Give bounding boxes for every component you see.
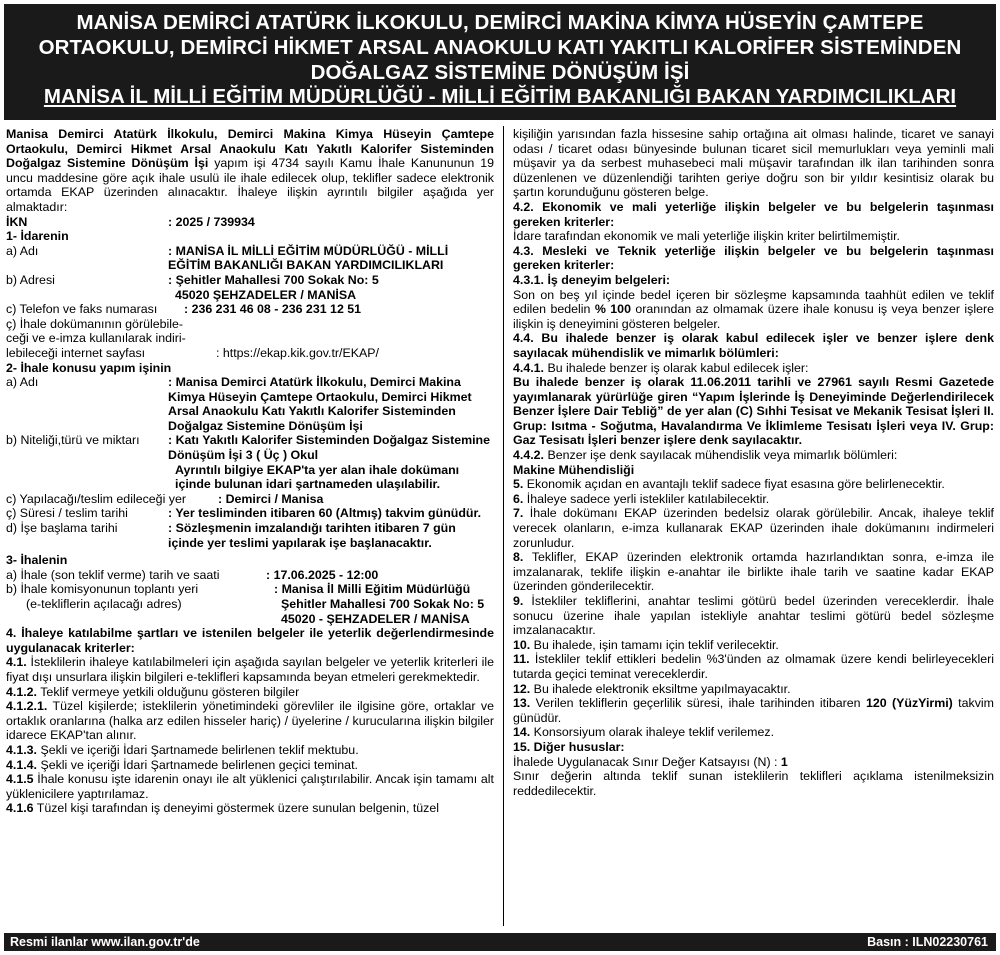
title-line-2: ORTAOKULU, DEMİRCİ HİKMET ARSAL ANAOKULU KATI YAKITLI KALORİFER SİSTEMİNDEN xyxy=(38,36,962,59)
s43-title: 4.3. Mesleki ve Teknik yeterliğe ilişkin belgeler ve bu belgelerin taşınması gereken kriterler: xyxy=(513,243,994,273)
item-5-num: 5. xyxy=(513,477,524,492)
item-10-text: Bu ihalede, işin tamamı için teklif verilecektir. xyxy=(530,637,779,652)
s4121-num: 4.1.2.1. xyxy=(6,699,48,714)
s2a-row xyxy=(6,375,494,433)
item-8-num: 8. xyxy=(513,550,524,565)
s2c-label: c) Yapılacağı/teslim edileceği yer xyxy=(6,491,186,506)
s431-percent: % 100 xyxy=(594,302,631,317)
right-column xyxy=(513,127,994,798)
s1-title: 1- İdarenin xyxy=(6,229,69,244)
s431-title: 4.3.1. İş deneyim belgeleri: xyxy=(513,272,671,287)
s2e-value: : Sözleşmenin imzalandığı tarihten itibaren 7 gün içinde yer teslimi yapılarak işe başlanacaktır. xyxy=(168,521,456,550)
s4-title: 4. İhaleye katılabilme şartları ve istenilen belgeler ile yeterlik değerlendirmesinde uygulanacak kriterler: xyxy=(6,626,494,655)
s2d-row xyxy=(6,506,494,521)
title-line-1: MANİSA DEMİRCİ ATATÜRK İLKOKULU, DEMİRCİ MAKİNA KİMYA HÜSEYİN ÇAMTEPE xyxy=(76,11,924,34)
s3b-label-2: (e-tekliflerin açılacağı adres) xyxy=(26,597,182,611)
intro-rest: yapım işi 4734 sayılı Kamu İhale Kanununun 19 uncu maddesine göre açık ihale usulü ile ihale edilecek olup, teklifler sadece elektronik ortamda EKAP üzerinden alınacaktır. İhaleye ilişkin ayrıntılı bilgiler aşağıda yer almaktadır: xyxy=(6,156,494,214)
item-12 xyxy=(513,682,994,697)
item-12-text: Bu ihalede elektronik eksiltme yapılmayacaktır. xyxy=(530,681,791,696)
s3b-value-2: Şehitler Mahallesi 700 Sokak No: 5 xyxy=(281,597,485,611)
s442-text: Benzer işe denk sayılacak mühendislik veya mimarlık bölümleri: xyxy=(544,448,898,463)
ikn-value: : 2025 / 739934 xyxy=(168,214,255,229)
s413-text: Şekli ve içeriği İdari Şartnamede belirlenen teklif mektubu. xyxy=(37,742,359,757)
item-15-coefficient: 1 xyxy=(780,754,788,769)
s3b-row xyxy=(6,582,494,626)
s441-bold: Bu ihalede benzer iş olarak 11.06.2011 tarihli ve 27961 sayılı Resmi Gazetede yayımlanarak yürürlüğe giren “Yapım İşlerinde İş Deneyiminde Değerlendirilecek Benzer İşlere Dair Tebliğ” de yer alan (C) Sıhhi Tesisat ve Mekanik Tesisat İşleri II. Grup: Isıtma - Soğutma, Havalandırma Ve İklimleme Tesisatı İşleri veya IV. Grup: Gaz Tesisatı İşleri benzer işlere denk sayılacaktır. xyxy=(513,375,994,448)
s3b-label-1: b) İhale komisyonunun toplantı yeri xyxy=(6,582,199,597)
s1d-line-2: ceği ve e-imza kullanılarak indiri- xyxy=(6,331,186,346)
item-12-num: 12. xyxy=(513,681,531,696)
item-7 xyxy=(513,506,994,550)
item-13-days: 120 (YüzYirmi) xyxy=(865,696,953,711)
s2b-row xyxy=(6,433,494,491)
s415-paragraph xyxy=(6,772,494,801)
s2b-value: : Katı Yakıtlı Kalorifer Sisteminden Doğalgaz Sistemine Dönüşüm İşi 3 ( Üç ) Okul xyxy=(168,433,491,463)
s413-paragraph xyxy=(6,743,494,758)
s1d-block xyxy=(6,317,494,361)
item-9-num: 9. xyxy=(513,594,524,608)
item-15-line xyxy=(513,755,994,770)
ikn-row xyxy=(6,215,494,230)
item-13 xyxy=(513,696,994,725)
s41-num: 4.1. xyxy=(6,655,27,670)
s1a-value: : MANİSA İL MİLLİ EĞİTİM MÜDÜRLÜĞÜ - MİLLİ EĞİTİM BAKANLIĞI BAKAN YARDIMCILIKLARI xyxy=(168,243,449,273)
s442-bold: Makine Mühendisliği xyxy=(513,462,635,477)
item-10-num: 10. xyxy=(513,637,531,652)
s42-text: İdare tarafından ekonomik ve mali yeterliğe ilişkin kriter belirtilmemiştir. xyxy=(513,229,901,244)
item-7-text: İhale dokümanı EKAP üzerinden bedelsiz olarak görülebilir. Ancak, ihaleye teklif verecek olanların, e-imza kullanarak EKAP üzerinden ihale dokümanını indirmeleri zorunludur. xyxy=(513,506,994,550)
s413-num: 4.1.3. xyxy=(6,742,38,757)
s2a-label: a) Adı xyxy=(6,375,39,390)
item-6-text: İhaleye sadece yerli istekliler katılabilecektir. xyxy=(523,491,770,506)
s42-title: 4.2. Ekonomik ve mali yeterliğe ilişkin belgeler ve bu belgelerin taşınması gereken kriterler: xyxy=(513,199,994,229)
item-8-text: Teklifler, EKAP üzerinden elektronik ortamda hazırlandıktan sonra, e-imza ile imzalanarak, teklife ilişkin e-anahtar ile birlikte ihale tarih ve saatine kadar EKAP üzerinden gönderilecektir. xyxy=(513,550,994,594)
s2e-row xyxy=(6,521,494,550)
column-divider xyxy=(503,126,504,926)
ikn-label: İKN xyxy=(6,214,28,229)
s414-text: Şekli ve içeriği İdari Şartnamede belirlenen geçici teminat. xyxy=(37,757,358,772)
s3-title: 3- İhalenin xyxy=(6,553,68,568)
ad-header xyxy=(4,4,996,120)
s2d-value: : Yer tesliminden itibaren 60 (Altmış) takvim günüdür. xyxy=(168,506,482,521)
s1d-line-1: ç) İhale dokümanının görülebile- xyxy=(6,316,184,331)
item-15-last: Sınır değerin altında teklif sunan isteklilerin teklifleri açıklama istenilmeksizin reddedilecektir. xyxy=(513,769,994,798)
s412-text: Teklif vermeye yetkili olduğunu gösteren bilgiler xyxy=(37,684,300,699)
item-14 xyxy=(513,725,994,740)
s2-title: 2- İhale konusu yapım işinin xyxy=(6,360,172,375)
item-5-text: Ekonomik açıdan en avantajlı teklif sadece fiyat esasına göre belirlenecektir. xyxy=(523,477,945,492)
s416-continued: kişiliğin yarısından fazla hissesine sahip ortağına ait olması halinde, ticaret ve sanayi odası / ticaret odası bünyesinde bulunan ticaret sicil memurlukları veya yeminli mali müşavir ya da serbest muhasebeci mali müşavir tarafından ilk ilan tarihinden sonra düzenlenen ve düzenlendiği tarihten geriye doğru son bir yıldır kesintisiz olarak bu şartın korunduğunu gösteren belge. xyxy=(513,127,994,200)
item-7-num: 7. xyxy=(513,506,524,521)
s2c-row xyxy=(6,492,494,507)
s1d-url: : https://ekap.kik.gov.tr/EKAP/ xyxy=(216,345,379,360)
s1b-value-2: 45020 ŞEHZADELER / MANİSA xyxy=(175,287,357,302)
s441-text: Bu ihalede benzer iş olarak kabul edilecek işler: xyxy=(544,360,809,375)
s41-paragraph xyxy=(6,655,494,684)
s1d-line-3: lebileceği internet sayfası xyxy=(6,345,146,360)
s3a-row xyxy=(6,568,494,583)
s2e-label: d) İşe başlama tarihi xyxy=(6,521,118,536)
item-13-num: 13. xyxy=(513,696,531,711)
s4121-text: Tüzel kişilerde; isteklilerin yönetimindeki görevliler ile ilgisine göre, ortaklar ve ortaklık oranlarına (halka arz edilen hisseler hariç) / üyelerine / kurucularına ilişkin bilgiler idarece EKAP'tan alınır. xyxy=(6,699,494,743)
ad-footer xyxy=(4,933,996,951)
s2a-value: : Manisa Demirci Atatürk İlkokulu, Demirci Makina Kimya Hüseyin Çamtepe Ortaokulu, Demirci Hikmet Arsal Anaokulu Katı Yakıtlı Kalorifer Sisteminden Doğalgaz Sistemine Dönüşüm İşi xyxy=(168,375,472,433)
s3a-value: : 17.06.2025 - 12:00 xyxy=(266,567,379,582)
item-8 xyxy=(513,550,994,594)
s1c-label: c) Telefon ve faks numarası xyxy=(6,302,158,317)
s2b-value-2: Ayrıntılı bilgiye EKAP'ta yer alan ihale dokümanı içinde bulunan idari şartnameden ulaşılabilir. xyxy=(175,462,460,492)
item-13-text-c: takvim günüdür. xyxy=(513,696,994,725)
item-11-text: İstekliler teklif ettikleri bedelin %3'ünden az olmamak üzere kendi belirleyecekleri tutarda geçici teminat vereceklerdir. xyxy=(513,652,994,681)
footer-right: Basın : ILN02230761 xyxy=(867,935,988,949)
left-column xyxy=(6,127,494,816)
s415-text: İhale konusu işte idarenin onayı ile alt yüklenici çalıştırılabilir. Ancak işin tamamı alt yüklenicilere yaptırılamaz. xyxy=(6,772,494,801)
s412-paragraph xyxy=(6,685,494,700)
s3a-label: a) İhale (son teklif verme) tarih ve saati xyxy=(6,567,220,582)
s2c-value: : Demirci / Manisa xyxy=(218,491,324,506)
title-subtitle: MANİSA İL MİLLİ EĞİTİM MÜDÜRLÜĞÜ - MİLLİ EĞİTİM BAKANLIĞI BAKAN YARDIMCILIKLARI xyxy=(43,85,957,108)
item-14-num: 14. xyxy=(513,725,531,740)
intro-paragraph xyxy=(6,127,494,215)
s416-num: 4.1.6 xyxy=(6,801,34,816)
s442-num: 4.4.2. xyxy=(513,448,545,463)
s415-num: 4.1.5 xyxy=(6,772,34,787)
s414-paragraph xyxy=(6,758,494,773)
s3b-value-1: : Manisa İl Milli Eğitim Müdürlüğü xyxy=(274,582,471,597)
s1a-label: a) Adı xyxy=(6,243,39,258)
item-14-text: Konsorsiyum olarak ihaleye teklif verilemez. xyxy=(530,725,775,740)
item-15-title: 15. Diğer hususlar: xyxy=(513,739,625,754)
s44-title: 4.4. Bu ihalede benzer iş olarak kabul edilecek işler ve benzer işlere denk sayılacak mühendislik ve mimarlık bölümleri: xyxy=(513,331,994,360)
item-6-num: 6. xyxy=(513,491,524,506)
intro-bold: Manisa Demirci Atatürk İlkokulu, Demirci Makina Kimya Hüseyin Çamtepe Ortaokulu, Demirci Hikmet Arsal Anaokulu Katı Yakıtlı Kalorifer Sisteminden Doğalgaz Sistemine Dönüşüm İşi xyxy=(6,127,494,171)
s441-paragraph xyxy=(513,361,994,376)
s1b-label: b) Adresi xyxy=(6,272,55,287)
item-6 xyxy=(513,492,994,507)
s4121-paragraph xyxy=(6,699,494,743)
footer-left: Resmi ilanlar www.ilan.gov.tr'de xyxy=(10,935,200,949)
s441-num: 4.4.1. xyxy=(513,360,545,375)
s416-text: Tüzel kişi tarafından iş deneyimi göstermek üzere sunulan belgenin, tüzel xyxy=(33,801,440,816)
s1a-row xyxy=(6,244,494,273)
item-11-num: 11. xyxy=(513,652,530,667)
s1b-value: : Şehitler Mahallesi 700 Sokak No: 5 xyxy=(168,272,379,287)
s431-paragraph xyxy=(513,288,994,332)
s3b-value-3: 45020 - ŞEHZADELER / MANİSA xyxy=(281,611,470,626)
item-9 xyxy=(513,594,994,638)
item-9-text: İstekliler tekliflerini, anahtar teslimi götürü bedel üzerinden vereceklerdir. İhale sonucu üzerine ihale yapılan istekliyle anahtar teslimi götürü bedel sözleşme imzalanacaktır. xyxy=(513,594,994,638)
item-5 xyxy=(513,477,994,492)
s1b-row xyxy=(6,273,494,302)
title-line-3: DOĞALGAZ SİSTEMİNE DÖNÜŞÜM İŞİ xyxy=(310,61,690,84)
item-10 xyxy=(513,638,994,653)
item-15-line-a: İhalede Uygulanacak Sınır Değer Katsayısı (N) : xyxy=(513,754,781,769)
s431-text-c: oranından az olmamak üzere ihale konusu iş veya benzer işlere ilişkin iş deneyimini gösteren belgeler. xyxy=(513,302,994,331)
s431-text-a: Son on beş yıl içinde bedel içeren bir sözleşme kapsamında taahhüt edilen ve teklif edilen bedelin xyxy=(513,287,994,317)
s1c-value: : 236 231 46 08 - 236 231 12 51 xyxy=(184,302,362,317)
item-11 xyxy=(513,652,994,681)
s41-text: İsteklilerin ihaleye katılabilmeleri için aşağıda sayılan belgeler ve yeterlik kriterleri ile fiyat dışı unsurlara ilişkin bilgileri e-teklifleri kapsamında beyan etmeleri gerekmektedir. xyxy=(6,655,494,684)
s442-paragraph xyxy=(513,448,994,463)
s2d-label: ç) Süresi / teslim tarihi xyxy=(6,506,128,521)
s414-num: 4.1.4. xyxy=(6,757,38,772)
s416-paragraph xyxy=(6,801,494,816)
s1c-row xyxy=(6,302,494,317)
s412-num: 4.1.2. xyxy=(6,684,38,699)
item-13-text-a: Verilen tekliflerin geçerlilik süresi, ihale tarihinden itibaren xyxy=(530,696,866,711)
s2b-label: b) Niteliği,türü ve miktarı xyxy=(6,433,140,448)
